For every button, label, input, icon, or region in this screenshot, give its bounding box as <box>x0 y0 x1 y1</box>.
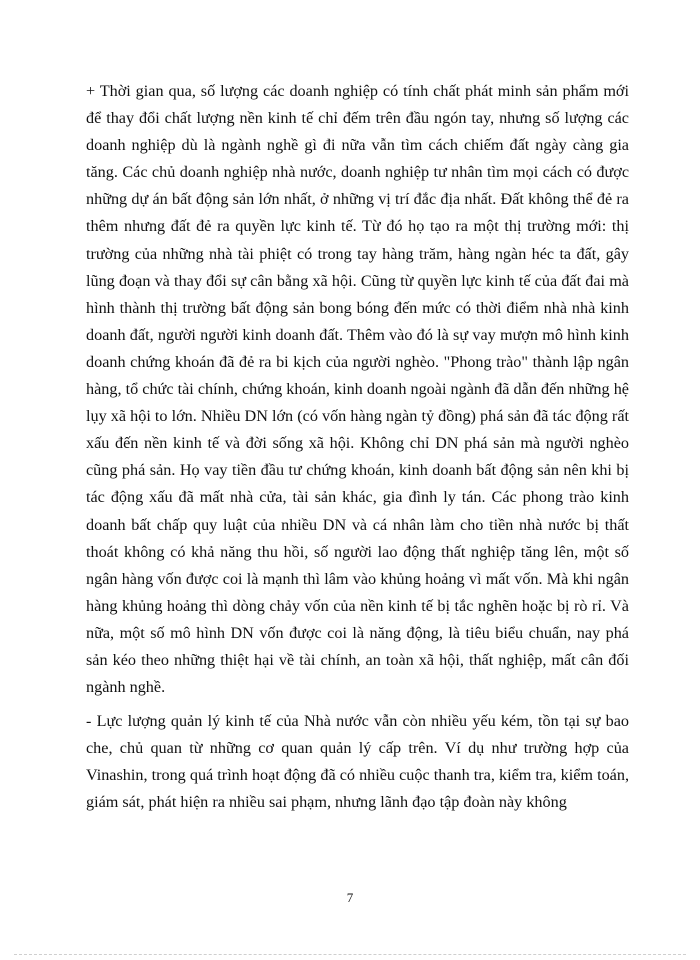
body-text <box>86 78 629 817</box>
paragraph-land-market: + Thời gian qua, số lượng các doanh nghiệp có tính chất phát minh sản phẩm mới để thay đổi chất lượng nền kinh tế chỉ đếm trên đầu ngón tay, nhưng số lượng các doanh nghiệp dù là ngành nghề gì đi nữa vẫn tìm cách chiếm đất ngày càng gia tăng. Các chủ doanh nghiệp nhà nước, doanh nghiệp tư nhân tìm mọi cách có được những dự án bất động sản lớn nhất, ở những vị trí đắc địa nhất. Đất không thể đẻ ra thêm nhưng đất đẻ ra quyền lực kinh tế. Từ đó họ tạo ra một thị trường mới: thị trường của những nhà tài phiệt có trong tay hàng trăm, hàng ngàn héc ta đất, gây lũng đoạn và thay đổi sự cân bằng xã hội. Cũng từ quyền lực kinh tế của đất đai mà hình thành thị trường bất động sản bong bóng đến mức có thời điểm nhà nhà kinh doanh đất, người người kinh doanh đất. Thêm vào đó là sự vay mượn mô hình kinh doanh chứng khoán đã đẻ ra bi kịch của người nghèo. "Phong trào" thành lập ngân hàng, tổ chức tài chính, chứng khoán, kinh doanh ngoài ngành đã dẫn đến những hệ lụy xã hội to lớn. Nhiều DN lớn (có vốn hàng ngàn tỷ đồng) phá sản đã tác động rất xấu đến nền kinh tế và đời sống xã hội. Không chỉ DN phá sản mà người nghèo cũng phá sản. Họ vay tiền đầu tư chứng khoán, kinh doanh bất động sản nên khi bị tác động xấu đã mất nhà cửa, tài sản khác, gia đình ly tán. Các phong trào kinh doanh bất chấp quy luật của nhiều DN và cá nhân làm cho tiền nhà nước bị thất thoát không có khả năng thu hồi, số người lao động thất nghiệp tăng lên, một số ngân hàng vốn được coi là mạnh thì lâm vào khủng hoảng vì mất vốn. Mà khi ngân hàng khủng hoảng thì dòng chảy vốn của nền kinh tế bị tắc nghẽn hoặc bị rò rỉ. Và nữa, một số mô hình DN vốn được coi là năng động, là tiêu biểu chuẩn, nay phá sản kéo theo những thiệt hại về tài chính, an toàn xã hội, thất nghiệp, mất cân đối ngành nghề. <box>86 82 629 697</box>
page-number: 7 <box>346 890 354 905</box>
page-bottom-divider <box>14 954 686 955</box>
paragraph-state-management: - Lực lượng quản lý kinh tế của Nhà nước vẫn còn nhiều yếu kém, tồn tại sự bao che, chủ quan từ những cơ quan quản lý cấp trên. Ví dụ như trường hợp của Vinashin, trong quá trình hoạt động đã có nhiều cuộc thanh tra, kiểm tra, kiểm toán, giám sát, phát hiện ra nhiều sai phạm, nhưng lãnh đạo tập đoàn này không <box>86 712 629 812</box>
